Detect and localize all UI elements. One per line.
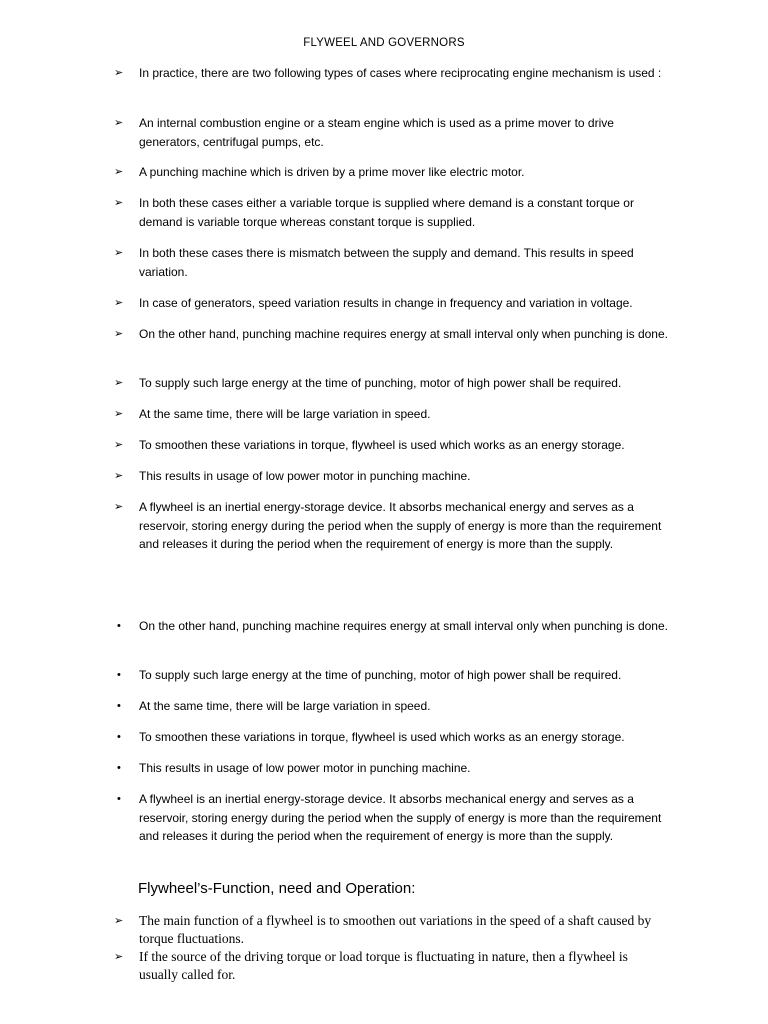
arrow-bullet-icon: ➢ [114,166,124,178]
list-item-text: In case of generators, speed variation results in change in frequency and variation in voltage. [139,296,633,310]
list-item-text: On the other hand, punching machine requires energy at small interval only when punching is done. [139,619,668,633]
list-item-text: On the other hand, punching machine requires energy at small interval only when punching is done. [139,327,668,341]
list-item-text: An internal combustion engine or a steam engine which is used as a prime mover to drive generators, centrifugal pumps, etc. [139,116,614,149]
dot-bullet-icon: • [117,793,121,805]
arrow-bullet-icon: ➢ [114,439,124,451]
list-item-text: The main function of a flywheel is to smoothen out variations in the speed of a shaft caused by torque fluctuations. [139,913,652,946]
list-item-text: If the source of the driving torque or load torque is fluctuating in nature, then a flywheel is usually called for. [139,949,628,982]
dot-bullet-icon: • [117,620,121,632]
document-title: FLYWEEL AND GOVERNORS [303,37,465,49]
list-item-text: To smoothen these variations in torque, flywheel is used which works as an energy storage. [139,730,625,744]
list-item-text: To smoothen these variations in torque, flywheel is used which works as an energy storage. [139,438,625,452]
arrow-bullet-icon: ➢ [114,408,124,420]
list-item-text: A punching machine which is driven by a prime mover like electric motor. [139,165,525,179]
arrow-bullet-icon: ➢ [114,197,124,209]
dot-bullet-icon: • [117,731,121,743]
list-item-text: To supply such large energy at the time of punching, motor of high power shall be required. [139,668,622,682]
arrow-bullet-icon: ➢ [114,117,124,129]
list-item-text: To supply such large energy at the time of punching, motor of high power shall be required. [139,376,622,390]
arrow-bullet-icon: ➢ [114,470,124,482]
list-item-text: In practice, there are two following types of cases where reciprocating engine mechanism is used : [139,66,662,80]
arrow-bullet-icon: ➢ [114,377,124,389]
arrow-bullet-icon: ➢ [114,67,124,79]
list-item-text: A flywheel is an inertial energy-storage device. It absorbs mechanical energy and serves as a reservoir, storing energy during the period when the supply of energy is more than the requirement and releases it during the period when the requirement of energy is more than the supply. [139,792,662,843]
list-item-text: In both these cases either a variable torque is supplied where demand is a constant torque or demand is variable torque whereas constant torque is supplied. [139,196,634,229]
arrow-bullet-icon: ➢ [114,328,124,340]
section-heading: Flywheel’s-Function, need and Operation: [138,880,416,897]
arrow-bullet-icon: ➢ [114,247,124,259]
arrow-bullet-icon: ➢ [114,297,124,309]
list-item-text: This results in usage of low power motor in punching machine. [139,761,471,775]
list-item-text: A flywheel is an inertial energy-storage device. It absorbs mechanical energy and serves as a reservoir, storing energy during the period when the supply of energy is more than the requirement and releases it during the period when the requirement of energy is more than the supply. [139,500,662,551]
dot-bullet-icon: • [117,762,121,774]
dot-bullet-icon: • [117,669,121,681]
arrow-bullet-icon: ➢ [114,501,124,513]
arrow-bullet-icon: ➢ [114,915,124,927]
arrow-bullet-icon: ➢ [114,951,124,963]
list-item-text: At the same time, there will be large variation in speed. [139,407,431,421]
list-item-text: This results in usage of low power motor in punching machine. [139,469,471,483]
dot-bullet-icon: • [117,700,121,712]
list-item-text: In both these cases there is mismatch between the supply and demand. This results in speed variation. [139,246,634,279]
list-item-text: At the same time, there will be large variation in speed. [139,699,431,713]
